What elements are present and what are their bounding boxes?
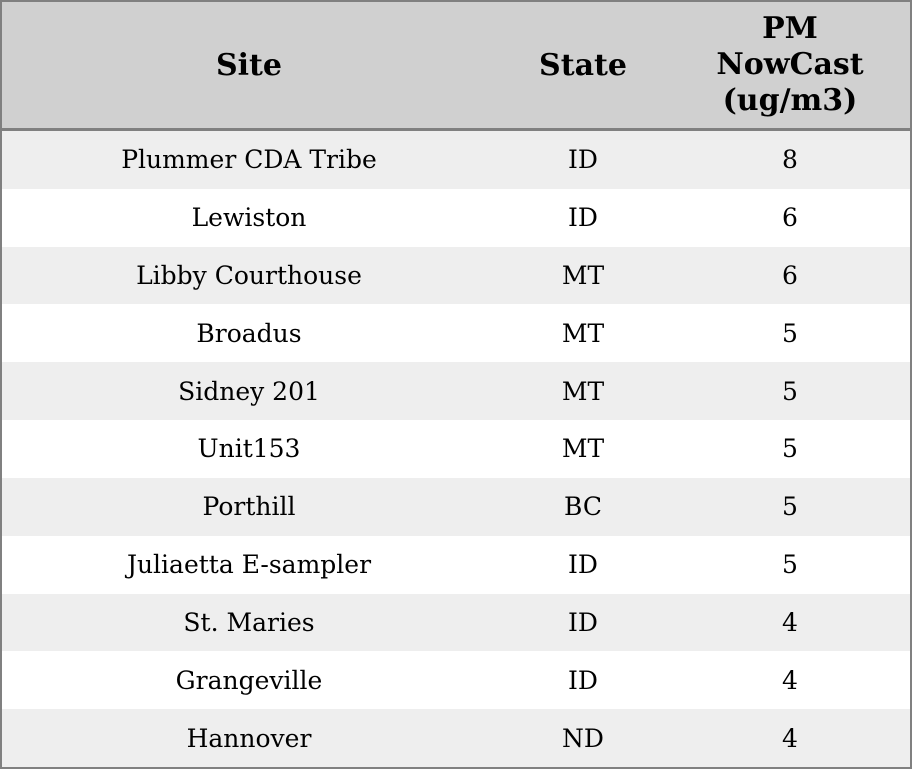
- value-cell: 5: [782, 492, 798, 522]
- site-cell: St. Maries: [183, 607, 315, 637]
- site-cell: Plummer CDA Tribe: [121, 145, 377, 175]
- site-cell: Juliaetta E-sampler: [126, 550, 372, 580]
- state-cell: MT: [561, 376, 605, 406]
- state-cell: MT: [561, 318, 605, 348]
- column-header-pm-nowcast: [670, 2, 910, 128]
- value-cell: 6: [782, 261, 798, 291]
- table-row: [2, 362, 910, 420]
- column-header-state: [496, 2, 670, 128]
- site-cell: Grangeville: [175, 665, 323, 695]
- column-header-site-label: Site: [215, 47, 282, 83]
- table-row: [2, 247, 910, 305]
- state-cell: ID: [568, 607, 598, 637]
- table-row: [2, 651, 910, 709]
- column-header-state-label: State: [539, 47, 627, 83]
- state-cell: MT: [561, 434, 605, 464]
- table-row: [2, 420, 910, 478]
- table-row: [2, 304, 910, 362]
- site-cell: Unit153: [197, 434, 301, 464]
- site-cell: Lewiston: [191, 203, 307, 233]
- value-cell: 8: [782, 145, 798, 175]
- table-row: [2, 478, 910, 536]
- state-cell: ID: [568, 665, 598, 695]
- site-cell: Libby Courthouse: [136, 261, 362, 291]
- site-cell: Broadus: [196, 318, 302, 348]
- table-row: [2, 536, 910, 594]
- table-row: [2, 131, 910, 189]
- column-header-pm-line1: PM: [762, 11, 818, 46]
- value-cell: 4: [782, 723, 798, 753]
- value-cell: 5: [782, 434, 798, 464]
- value-cell: 4: [782, 607, 798, 637]
- table-row: [2, 189, 910, 247]
- value-cell: 5: [782, 550, 798, 580]
- state-cell: ND: [562, 723, 604, 753]
- state-cell: ID: [568, 550, 598, 580]
- column-header-pm-line2: NowCast: [716, 47, 864, 82]
- site-cell: Sidney 201: [178, 376, 320, 406]
- value-cell: 5: [782, 318, 798, 348]
- column-header-pm-line3: (ug/m3): [722, 83, 858, 118]
- state-cell: ID: [568, 145, 598, 175]
- site-cell: Porthill: [202, 492, 296, 522]
- column-header-site: [2, 2, 496, 128]
- table-header-row: [2, 2, 910, 128]
- site-cell: Hannover: [186, 723, 312, 753]
- table-row: [2, 709, 910, 767]
- value-cell: 6: [782, 203, 798, 233]
- table-row: [2, 594, 910, 652]
- state-cell: MT: [561, 261, 605, 291]
- value-cell: 4: [782, 665, 798, 695]
- state-cell: ID: [568, 203, 598, 233]
- state-cell: BC: [564, 492, 602, 522]
- value-cell: 5: [782, 376, 798, 406]
